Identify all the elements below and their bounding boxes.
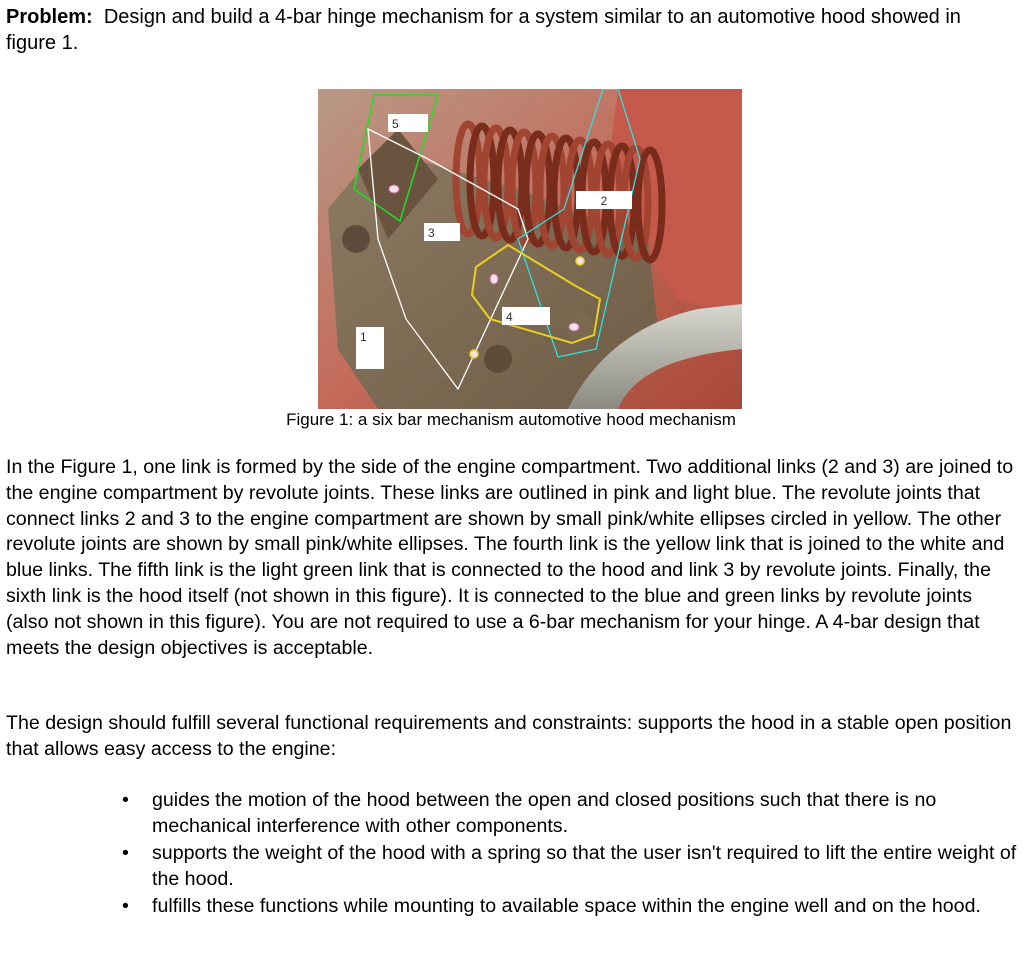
problem-label: Problem: bbox=[6, 6, 93, 28]
bolt bbox=[342, 225, 370, 253]
link-label-2: 2 bbox=[600, 194, 608, 208]
document-page bbox=[6, 4, 1017, 917]
figure-caption: Figure 1: a six bar mechanism automotive hood mechanism bbox=[286, 410, 736, 429]
link-label-1: 1 bbox=[360, 330, 367, 344]
bullet-marker: • bbox=[122, 789, 129, 811]
list-item bbox=[122, 787, 1022, 839]
revolute-joint bbox=[569, 323, 579, 331]
list-item-text: guides the motion of the hood between the open and closed positions such that there is no mechanical interference with other components. bbox=[152, 789, 937, 837]
bullet-marker: • bbox=[122, 842, 129, 864]
list-item bbox=[122, 840, 1022, 892]
hood-mechanism-photo bbox=[318, 89, 742, 409]
revolute-joint-ground bbox=[576, 257, 584, 265]
problem-statement bbox=[6, 4, 1016, 56]
requirements-paragraph: The design should fulfill several functional requirements and constraints: supports the hood in a stable open position that allows easy access to the engine: bbox=[6, 712, 1012, 760]
list-item-text: supports the weight of the hood with a spring so that the user isn't required to lift the entire weight of the hood. bbox=[152, 842, 1017, 890]
requirements-list bbox=[122, 787, 1022, 920]
problem-text: Design and build a 4-bar hinge mechanism for a system similar to an automotive hood showed in figure 1. bbox=[6, 6, 961, 54]
figure-1-image bbox=[318, 89, 742, 409]
link-label-3: 3 bbox=[428, 226, 435, 240]
bolt bbox=[484, 345, 512, 373]
list-item bbox=[122, 893, 1022, 919]
list-item-text: fulfills these functions while mounting to available space within the engine well and on the hood. bbox=[152, 895, 981, 917]
link-label-5: 5 bbox=[392, 117, 399, 131]
description-paragraph: In the Figure 1, one link is formed by the side of the engine compartment. Two additional links (2 and 3) are joined to the engine compartment by revolute joints. These links are outlined in pink and light blue. The revolute joints that connect links 2 and 3 to the engine compartment are shown by small pink/white ellipses circled in yellow. The other revolute joints are shown by small pink/white ellipses. The fourth link is the yellow link that is joined to the white and blue links. The fifth link is the light green link that is connected to the hood and link 3 by revolute joints. Finally, the sixth link is the hood itself (not shown in this figure). It is connected to the blue and green links by revolute joints (also not shown in this figure). You are not required to use a 6-bar mechanism for your hinge. A 4-bar design that meets the design objectives is acceptable. bbox=[6, 456, 1014, 659]
bullet-marker: • bbox=[122, 895, 129, 917]
revolute-joint-ground bbox=[470, 350, 478, 358]
link-label-4: 4 bbox=[506, 310, 513, 324]
revolute-joint bbox=[389, 185, 399, 193]
revolute-joint bbox=[490, 274, 498, 284]
